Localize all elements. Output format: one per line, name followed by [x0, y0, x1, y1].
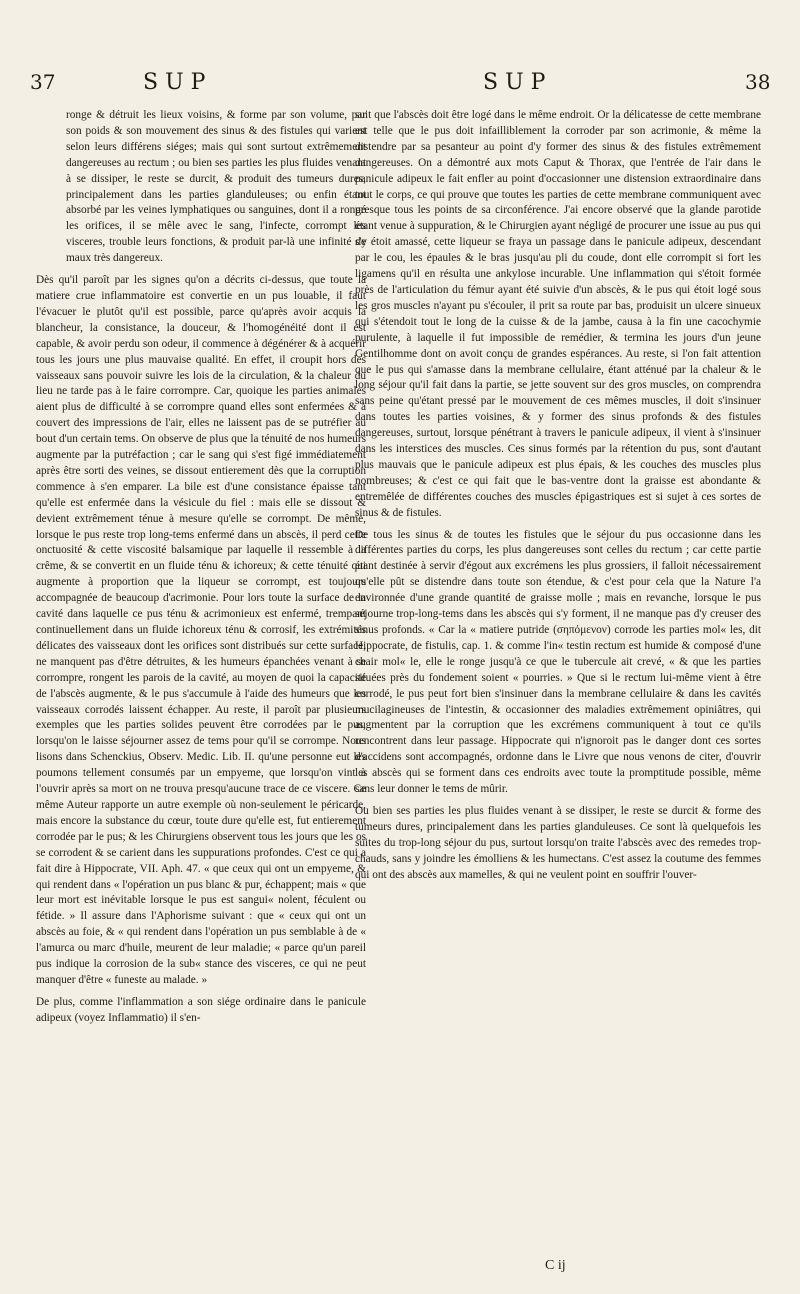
running-title-right: SUP	[483, 70, 553, 95]
paragraph: De tous les sinus & de toutes les fistules que le séjour du pus occasionne dans les différentes parties du corps, les plus dangereuses sont celles du rectum ; car cette partie étant destinée à servir d'égout aux excrémens les plus grossiers, il falloit nécessairement qu'elle pût se distendre dans toute son étendue, & c'est pour cela que la Nature l'a environnée d'une grande quantité de graisse molle ; mais en revanche, lorsque le pus séjourne trop-long-tems dans les abscès qui s'y forment, il ne manque pas d'y creuser des sinus profonds. « Car la « matiere putride (σηπόμενον) corrode les parties mol« les, dit Hippocrate, de fistulis, cap. 1. & comme l'in« testin rectum est humide & composé d'une chair mol« le, elle le ronge jusqu'à ce que le tubercule ait crevé, « & que les parties situées près du fondement soient « pourries. » Que si le rectum lui-même vient à être corrodé, le pus peut fort bien s'insinuer dans la membrane cellulaire & dans les cavités mucilagineuses de l'intestin, & occasionner des maladies extrêmement opiniâtres, qui augmentent par la corruption que les excrémens communiquent à tout ce qu'ils rencontrent dans leur passage. Hippocrate qui n'ignoroit pas le danger dont ces sortes d'accidens sont accompagnés, ordonne dans le Livre que nous venons de citer, d'ouvrir les abscès qui se forment dans ces endroits avec toute la promptitude possible, même sans leur donner le tems de mûrir.	[355, 528, 761, 796]
signature-mark: C ij	[545, 1258, 566, 1273]
paragraph: Dès qu'il paroît par les signes qu'on a décrits ci-dessus, que toute la matiere crue inflammatoire est convertie en un pus louable, il faut l'évacuer le plutôt qu'il est possible, parce qu'après avoir acquis la blancheur, la consistance, la douceur, & l'homogénéité dont il est capable, & avoir perdu son odeur, il commence à dégénérer & à acquérir tous les jours une plus mauvaise qualité. En effet, il croupit hors des vaisseaux sans pouvoir suivre les lois de la circulation, & la chaleur du lieu ne tarde pas à le faire corrompre. Car, quoique les parties animales aient plus de difficulté à se corrompre quand elles sont enfermées & à couvert des impressions de l'air, elles ne laissent pas de se putréfier au bout d'un certain tems. On observe de plus que la ténuité de nos humeurs augmente par la putréfaction ; car le sang qui s'est figé immédiatement après être sorti des veines, se dissout entierement dès que la corruption commence à s'en emparer. La bile est d'une consistance épaisse tant qu'elle est enfermée dans la vésicule du fiel : mais elle se dissout & devient extrêmement ténue à mesure qu'elle se corrompt. De même, lorsque le pus reste trop long-tems enfermé dans un abscès, il perd cette onctuosité & cette viscosité balsamique par laquelle il ressemble à la crême, & se convertit en un fluide ténu & ichoreux; & cette ténuité qui augmente à proportion que la liqueur se corrompt, est toujours accompagnée de beaucoup d'acrimonie. Pour lors toute la surface de la cavité dans laquelle ce pus ténu & acrimonieux est enfermé, trempant continuellement dans un fluide ichoreux ténu & corrosif, les extrémités délicates des vaisseaux dont les orifices sont distribués sur cette surface, ne manquent pas d'être détruites, & les humeurs épanchées venant à se corrompre, rongent les parois de la cavité, au moyen de quoi la capacité de l'abscès augmente, & le pus s'accumule à l'aide des humeurs que les vaisseaux corrodés laissent échapper. Au reste, il paroît par plusieurs exemples que les parties solides peuvent être corrodées par le pus, lorsqu'on le laisse séjourner assez de tems pour qu'il se corrompe. Nous lisons dans Schenckius, Observ. Medic. Lib. II. qu'une personne eut les poumons tellement consumés par un empyeme, que lorsqu'on vint à l'ouvrir après sa mort on ne trouva presqu'aucune trace de ce viscere. Ce même Auteur rapporte un autre exemple où non-seulement le péricarde, mais encore la substance du cœur, toute dure qu'elle est, fut entierement corrodée par le pus; & les Chirurgiens observent tous les jours que les os se corrodent & se carient dans les suppurations profondes. C'est ce qui a fait dire à Hippocrate, VII. Aph. 47. « que ceux qui ont un empyeme, & qui rendent dans « l'opération un pus blanc & pur, échappent; mais « que leur mort est inévitable lorsque le pus est sangui« nolent, féculent ou fétide. » Il assure dans l'Aphorisme suivant : que « ceux qui ont un abscès au foie, & « qui rendent dans l'opération un pus semblable à de « l'amurca ou marc d'huile, meurent de leur maladie; « parce qu'un pareil pus indique la corrosion de la sub« stance des visceres, ce qui ne peut manquer d'être « funeste au malade. »	[36, 274, 366, 986]
paragraph: suit que l'abscès doit être logé dans le même endroit. Or la délicatesse de cette membrane est telle que le pus doit infailliblement la corroder par son acrimonie, & même la distendre par sa pesanteur au point d'y former des sinus & des fistules extrêmement dangereuses. On a démontré aux mots Caput & Thorax, que l'entrée de l'air dans le panicule adipeux le fait enfler au point d'occasionner une distension extraordinaire dans tout le corps, ce qui prouve que toutes les parties de cette membrane communiquent avec presque tous les points de sa circonférence. J'ai encore observé que la glande parotide étant venue à suppuration, & le Chirurgien ayant négligé de procurer une issue au pus qui s'y étoit amassé, cette liqueur se fraya un passage dans le panicule adipeux, descendant par le cou, les épaules & le bras jusqu'au pli du coude, dont elle corrompit si fort les ligamens qu'il en résulta une ankylose incurable. Une inflammation qui s'étoit formée près de l'articulation du fémur ayant été suivie d'un abscès, & le pus qui étoit logé sous les gros muscles n'ayant pu s'écouler, il prit sa route par bas, produisit un ulcere sinueux qui s'étendoit tout le long de la cuisse & de la jambe, causa à la fin une cacochymie purulente, à laquelle il fut impossible de remédier, & termina les jours d'un jeune Gentilhomme dont on avoit conçu de grandes espérances. Au reste, si l'on fait attention que le pus qui s'amasse dans la membrane cellulaire, étant atténué par la chaleur & le long séjour qu'il fait dans la partie, se jette souvent sur des gros muscles, on comprendra sans peine qu'étant pressé par le mouvement de ces mêmes muscles, il doit s'insinuer dans toutes les parties voisines, & y former des sinus profonds & des fistules dangereuses, surtout, lorsque pénétrant à travers le panicule adipeux, il vient à s'insinuer dans les interstices des muscles. Ces sinus formés par la rétention du pus, sont d'autant plus mauvais que le panicule adipeux est plus épais, & les couches des muscles plus nombreuses; & c'est ce qui fait que le bas-ventre dont la graisse est abondante & entremêlée de différentes couches des muscles épigastriques est si sujet à ces sortes de sinus & de fistules.	[355, 109, 761, 519]
paragraph: De plus, comme l'inflammation a son siége ordinaire dans le panicule adipeux (voyez Inflammatio) il s'en-	[36, 995, 366, 1024]
right-column	[355, 108, 761, 1268]
paragraph: Ou bien ses parties les plus fluides venant à se dissiper, le reste se durcit & forme des tumeurs dures, principalement dans les parties glanduleuses. Ce sont là quelquefois les suites du trop-long séjour du pus, surtout lorsqu'on traite l'abscès avec des remedes trop-chauds, sans y joindre les émolliens & les humectans. C'est assez la coutume des femmes qui ont des abscès aux mamelles, & qui ne veulent point en souffrir l'ouver-	[355, 804, 761, 881]
running-header	[0, 70, 800, 110]
left-column	[36, 108, 366, 1268]
paragraph: ronge & détruit les lieux voisins, & forme par son volume, par son poids & son mouvement des sinus & des fistules qui varient selon leurs différens siéges; mais qui sont surtout extrêmement dangereuses au rectum ; ou bien ses parties les plus fluides venant à se dissiper, le reste se durcit, & produit des tumeurs dures, principalement dans les parties glanduleuses; ou enfin étant absorbé par les veines lymphatiques ou sanguines, dont il a rongé les orifices, il se mêle avec le sang, l'infecte, corrompt les visceres, trouble leurs fonctions, & produit par-là une infinité de maux très dangereux.	[66, 109, 366, 265]
page-number-right: 38	[745, 70, 771, 94]
page-number-left: 37	[30, 70, 56, 94]
running-title-left: SUP	[143, 70, 213, 95]
